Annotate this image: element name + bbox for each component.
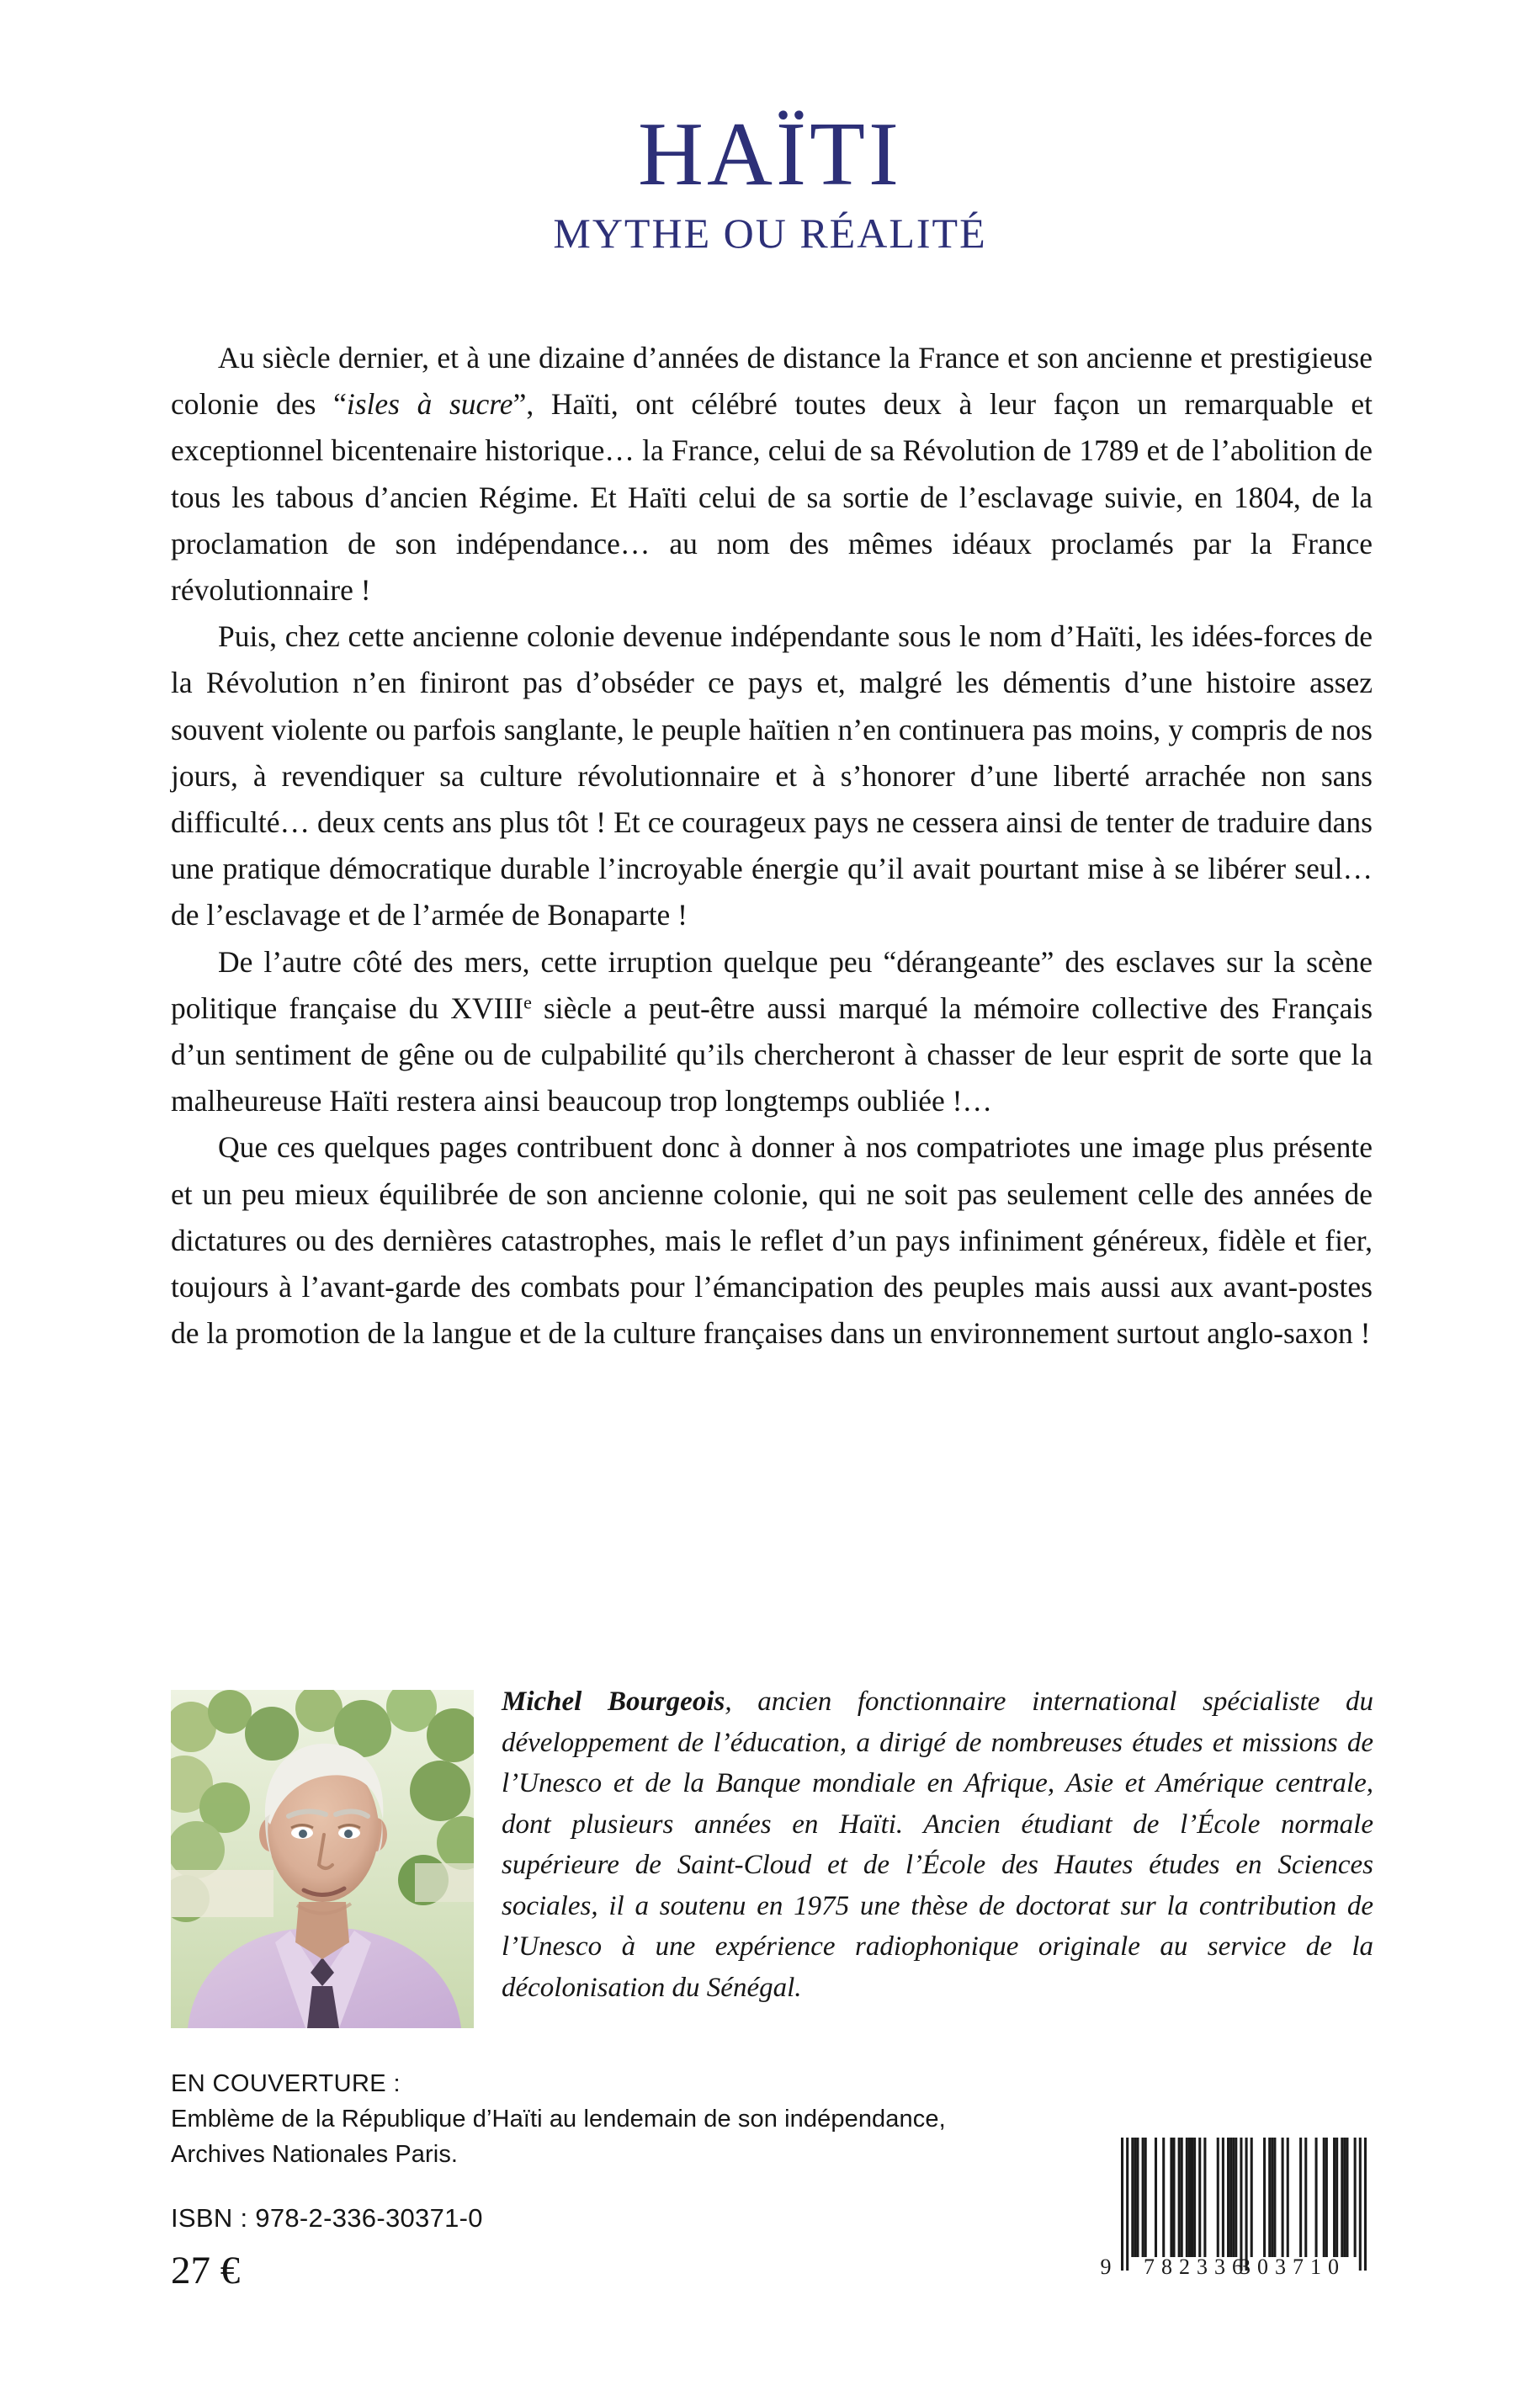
svg-text:9: 9 (1100, 2255, 1112, 2279)
blurb-paragraph-1-text: Au siècle dernier, et à une dizaine d’années de distance la France et son ancienne et prestigieuse colonie des “isles à sucre”, Haïti, ont célébré toutes deux à leur façon un remarquable et exceptionnel bicentenaire historique… la France, celui de sa Révolution de 1789 et de l’abolition de tous les tabous d’ancien Régime. Et Haïti celui de sa sortie de l’esclavage suivie, en 1804, de la proclamation de son indépendance… au nom des mêmes idéaux proclamés par la France révolutionnaire ! (171, 341, 1373, 608)
author-bio (502, 1681, 1373, 2008)
author-portrait-photo (171, 1690, 474, 2028)
blurb-paragraph-1 (171, 335, 1373, 614)
author-portrait-illustration (171, 1690, 474, 2028)
cover-credit-line-2: Archives Nationales Paris. (171, 2141, 459, 2168)
blurb-text (171, 335, 1373, 1357)
ordinal-superscript: e (523, 991, 532, 1013)
blurb-paragraph-3-text: De l’autre côté des mers, cette irruption quelque peu “dérangeante” des esclaves sur la scène politique française du XVIIIe siècle a peut-être aussi marqué la mémoire collective des Français d’un sentiment de gêne ou de culpabilité qu’ils chercheront à chasser de leur esprit de sorte que la malheureuse Haïti restera ainsi beaucoup trop longtemps oubliée !… (171, 944, 1373, 1118)
barcode-graphic (1084, 2134, 1377, 2279)
author-name: Michel Bourgeois (502, 1686, 725, 1717)
page-subtitle: MYTHE OU RÉALITÉ (553, 210, 987, 257)
blurb-paragraph-2 (171, 614, 1373, 938)
page-title: HAÏTI (638, 104, 902, 205)
cover-credit-label: EN COUVERTURE : (171, 2070, 401, 2097)
author-bio-text: , ancien fonctionnaire international spécialiste du développement de l’éducation, a dirigé de nombreuses études et missions de l’Unesco et de la Banque mondiale en Afrique, Asie et Amérique centrale, dont plusieurs années en Haïti. Ancien étudiant de l’École normale supérieure de Saint-Cloud et de l’École des Hautes études en Sciences sociales, il a soutenu en 1975 une thèse de doctorat sur la contribution de l’Unesco à une expérience radiophonique originale au service de la décolonisation du Sénégal. (502, 1686, 1373, 2003)
blurb-paragraph-2-text: Puis, chez cette ancienne colonie devenue indépendante sous le nom d’Haïti, les idées-forces de la Révolution n’en finiront pas d’obséder ce pays et, malgré les démentis d’une histoire assez souvent violente ou parfois sanglante, le peuple haïtien n’en continuera pas moins, y compris de nos jours, à revendiquer sa culture révolutionnaire et à s’honorer d’une liberté arrachée non sans difficulté… deux cents ans plus tôt ! Et ce courageux pays ne cessera ainsi de tenter de traduire dans une pratique démocratique durable l’incroyable énergie qu’il avait pourtant mise à se libérer seul… de l’esclavage et de l’armée de Bonaparte ! (171, 619, 1373, 932)
footer-block (171, 2066, 1012, 2293)
blurb-paragraph-3 (171, 939, 1373, 1125)
svg-text:782336: 782336 (1144, 2255, 1250, 2279)
price-text: 27 € (171, 2249, 241, 2292)
cover-credit-line-1: Emblème de la République d’Haïti au lendemain de son indépendance, (171, 2106, 946, 2133)
blurb-paragraph-4-text: Que ces quelques pages contribuent donc à donner à nos compatriotes une image plus présente et un peu mieux équilibrée de son ancienne colonie, qui ne soit pas seulement celle des années de dictatures ou des dernières catastrophes, mais le reflet d’un pays infiniment généreux, fidèle et fier, toujours à l’avant-garde des combats pour l’émancipation des peuples mais aussi aux avant-postes de la promotion de la langue et de la culture françaises dans un environnement surtout anglo-saxon ! (171, 1130, 1373, 1351)
svg-text:303710: 303710 (1240, 2255, 1346, 2279)
italic-phrase: isles à sucre (346, 387, 513, 422)
title-block (0, 104, 1540, 257)
isbn-text: ISBN : 978-2-336-30371-0 (171, 2203, 483, 2233)
isbn-barcode (1084, 2134, 1377, 2279)
blurb-paragraph-4 (171, 1124, 1373, 1357)
